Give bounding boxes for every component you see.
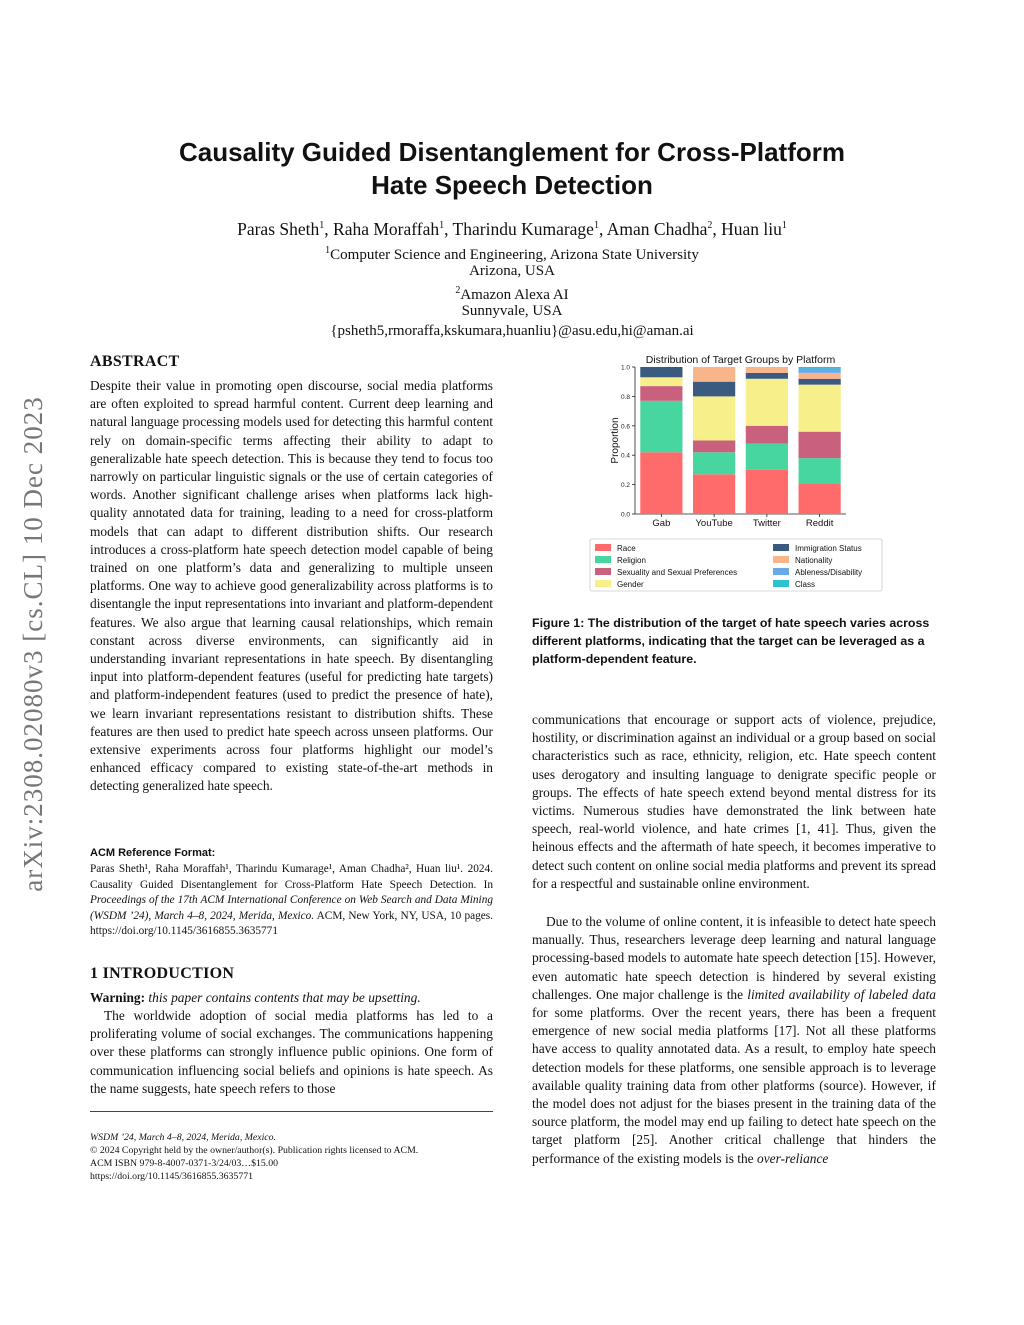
- footnote-venue: WSDM ’24, March 4–8, 2024, Merida, Mexico.: [90, 1132, 277, 1143]
- affil-mark: 1: [325, 245, 331, 256]
- bar-segment-gab-gender: [640, 377, 682, 386]
- author-affil-mark: 2: [707, 220, 713, 231]
- acm-ref-text: [90, 862, 493, 940]
- legend-label: Religion: [617, 556, 646, 565]
- legend-swatch: [773, 544, 789, 551]
- bar-segment-youtube-sexuality-and-sexual-preferences: [693, 441, 735, 453]
- affil-mark: 2: [455, 285, 461, 296]
- abstract-text: Despite their value in promoting open discourse, social media platforms are often exploited to spread harmful content. Current deep learning and natural language processing models used for detecting this harmful content rely on domain-specific terms affecting their ability to adapt to generalizable hate speech detection. This is because they tend to focus too narrowly on particular linguistic signals or the use of certain categories of words. Another significant challenge arises when platforms lack high-quality annotated data for training, leading to a need for cross-platform models that can adapt to different distribution shifts. Our research introduces a cross-platform hate speech detection model capable of being trained on one platform’s data and generalizing to multiple unseen platforms. One way to achieve good generalizability across platforms is to disentangle the input representations into invariant and platform-dependent features. We also argue that learning causal relationships, which remain constant across diverse environments, can significantly aid in understanding invariant representations in hate speech. By disentangling input into platform-dependent features (useful for predicting hate targets) and platform-independent features (used to predict the presence of hate), we learn invariant representations resistant to distribution shifts. These features are then used to predict hate speech across unseen platforms. Our extensive experiments across four platforms highlight our model’s enhanced efficacy compared to existing state-of-the-art methods in detecting generalized hate speech.: [90, 378, 493, 794]
- bar-segment-reddit-immigration-status: [799, 379, 841, 385]
- acm-ref-heading: ACM Reference Format:: [90, 847, 216, 859]
- footnote-rule: [90, 1111, 493, 1112]
- author-name: Huan liu: [721, 218, 782, 239]
- x-tick-label: YouTube: [695, 518, 733, 529]
- legend-swatch: [773, 580, 789, 587]
- bar-segment-reddit-class: [799, 367, 841, 368]
- acm-ref-venue: Proceedings of the 17th ACM International Conference on Web Search and Data Mining (WSDM ’24), March 4–8, 2024, Merida, Mexico.: [90, 894, 493, 922]
- x-tick-label: Gab: [652, 518, 671, 529]
- figure-caption: Figure 1: The distribution of the target of hate speech varies across different platforms, indicating that the target can be leveraged as a platform-dependent feature.: [532, 616, 930, 666]
- bar-segment-reddit-sexuality-and-sexual-preferences: [799, 432, 841, 458]
- right-paragraph-1: communications that encourage or support acts of violence, prejudice, hostility, or discrimination against an individual or a group based on social characteristics such as race, ethnicity, religion, etc. Hate speech content uses derogatory and insulting language to denigrate specific people or groups. The effects of hate speech extend beyond mental distress for its victims. Numerous studies have demonstrated the link between hate speech, real-world violence, and hate crimes [1, 41]. Thus, given the heinous effects and the aftermath of hate speech, it becomes imperative to detect such content on online social media platforms and prevent its spread for a respectful and sustainable online environment.: [532, 712, 936, 891]
- footnote-doi[interactable]: https://doi.org/10.1145/3616855.3635771: [90, 1171, 254, 1182]
- intro-heading: 1 INTRODUCTION: [90, 965, 235, 982]
- y-axis-label: Proportion: [610, 417, 621, 464]
- legend-swatch: [595, 544, 611, 551]
- bar-segment-youtube-immigration-status: [693, 382, 735, 397]
- bar-segment-youtube-gender: [693, 396, 735, 440]
- figure-1: [588, 350, 888, 600]
- affiliation-text: Computer Science and Engineering, Arizona State University: [330, 247, 699, 263]
- bar-segment-gab-sexuality-and-sexual-preferences: [640, 386, 682, 401]
- para2-emphasis-2: over-reliance: [757, 1150, 829, 1166]
- bar-segment-twitter-race: [746, 470, 788, 514]
- bar-segment-youtube-race: [693, 474, 735, 514]
- y-tick-label: 0.0: [620, 511, 630, 519]
- footnote-isbn: ACM ISBN 979-8-4007-0371-3/24/03…$15.00: [90, 1158, 279, 1169]
- acm-ref-authors: Paras Sheth¹, Raha Moraffah¹, Tharindu Kumarage¹, Aman Chadha², Huan liu¹. 2024. Causality Guided Disentanglement for Cross-Platform Hate Speech Detection. In: [90, 863, 493, 891]
- bar-segment-gab-immigration-status: [640, 367, 682, 377]
- bar-segment-youtube-nationality: [693, 367, 735, 382]
- y-tick-label: 0.4: [620, 452, 630, 460]
- bar-segment-reddit-religion: [799, 458, 841, 483]
- para2-part-a: Due to the volume of online content, it is infeasible to detect hate speech manually. Thus, researchers leverage deep learning and natural language processing-based models to automate hate speech detection [15]. However, even automatic hate speech detection is hindered by several existing challenges. One major challenge is the: [532, 914, 936, 1002]
- bar-segment-twitter-nationality: [746, 367, 788, 373]
- para2-part-b: for some platforms. Over the recent years, there has been a frequent emergence of new social media platforms [17]. Not all these platforms have access to quality annotated data. As a result, to employ hate speech detection models for these platforms, one sensible approach is to leverage available quality training data from other platforms (source). However, if the model does not adjust for the biases present in the training data of the source platform, the model may end up failing to detect hate speech on the target platform [25]. Another critical challenge that hinders the performance of the existing models is the: [532, 1005, 936, 1166]
- right-paragraph-2: [532, 913, 936, 1168]
- affiliation-2-location: Sunnyvale, USA: [461, 303, 563, 319]
- bar-segment-twitter-gender: [746, 379, 788, 426]
- author-affil-mark: 1: [593, 220, 599, 231]
- author-list: Paras Sheth$^1$, Raha Moraffah$^1$, Tharindu Kumarage$^1$, Aman Chadha$^2$, Huan liu$^1$: [237, 218, 787, 239]
- intro-paragraph-1: The worldwide adoption of social media platforms has led to a proliferating volume of social exchanges. The communications happening over these platforms can strongly influence public opinions. One form of communication influencing social beliefs and opinions is hate speech. As the name suggests, hate speech refers to those: [90, 1008, 493, 1096]
- affiliation-1-location: Arizona, USA: [469, 263, 555, 279]
- legend-label: Immigration Status: [795, 544, 862, 553]
- legend-label: Race: [617, 544, 636, 553]
- bar-segment-reddit-nationality: [799, 373, 841, 379]
- bar-segment-gab-race: [640, 452, 682, 514]
- x-tick-label: Reddit: [805, 518, 834, 529]
- abstract-heading: ABSTRACT: [90, 353, 180, 370]
- bar-segment-gab-religion: [640, 401, 682, 452]
- warning-label: Warning:: [90, 990, 146, 1005]
- author-emails: {psheth5,rmoraffa,kskumara,huanliu}@asu.edu,hi@aman.ai: [330, 323, 694, 339]
- stacked-bar-chart: [588, 350, 888, 600]
- legend-label: Ableness/Disability: [795, 568, 863, 577]
- author-name: Aman Chadha: [606, 218, 708, 239]
- bar-segment-twitter-immigration-status: [746, 373, 788, 379]
- author-name: Raha Moraffah: [333, 218, 440, 239]
- author-affil-mark: 1: [439, 220, 445, 231]
- author-affil-mark: 1: [319, 220, 325, 231]
- author-name: Paras Sheth: [237, 218, 320, 239]
- intro-warning: [90, 989, 493, 1007]
- legend-label: Sexuality and Sexual Preferences: [617, 568, 738, 577]
- author-affil-mark: 1: [781, 220, 787, 231]
- title-line-2: Hate Speech Detection: [371, 170, 653, 200]
- legend-label: Gender: [617, 580, 644, 589]
- legend-label: Nationality: [795, 556, 833, 565]
- legend-swatch: [773, 556, 789, 563]
- bar-segment-reddit-ableness-disability: [799, 368, 841, 372]
- title-line-1: Causality Guided Disentanglement for Cross-Platform: [178, 137, 845, 167]
- bar-segment-reddit-gender: [799, 385, 841, 432]
- y-tick-label: 0.8: [620, 393, 630, 401]
- legend-swatch: [595, 568, 611, 575]
- x-tick-label: Twitter: [752, 518, 781, 529]
- bar-segment-twitter-sexuality-and-sexual-preferences: [746, 426, 788, 444]
- affiliation-text: Amazon Alexa AI: [460, 287, 569, 303]
- bar-segment-twitter-religion: [746, 443, 788, 469]
- y-tick-label: 0.2: [620, 482, 630, 490]
- legend-swatch: [773, 568, 789, 575]
- legend-swatch: [595, 556, 611, 563]
- legend-label: Class: [795, 580, 816, 589]
- chart-title: Distribution of Target Groups by Platform: [645, 354, 836, 366]
- paper-title: [100, 136, 924, 202]
- arxiv-identifier: arXiv:2308.02080v3 [cs.CL] 10 Dec 2023: [18, 396, 48, 892]
- footnote-copyright: © 2024 Copyright held by the owner/author(s). Publication rights licensed to ACM.: [90, 1145, 419, 1156]
- bar-segment-youtube-religion: [693, 452, 735, 474]
- bar-segment-reddit-race: [799, 483, 841, 514]
- footnote: [90, 1131, 493, 1183]
- warning-text: this paper contains contents that may be upsetting.: [148, 990, 421, 1005]
- y-tick-label: 1.0: [620, 364, 630, 372]
- acm-ref-doi[interactable]: ACM, New York, NY, USA, 10 pages. https://doi.org/10.1145/3616855.3635771: [90, 909, 493, 937]
- para2-emphasis: limited availability of labeled data: [747, 986, 936, 1002]
- author-name: Tharindu Kumarage: [452, 218, 594, 239]
- y-tick-label: 0.6: [620, 423, 630, 431]
- legend-swatch: [595, 580, 611, 587]
